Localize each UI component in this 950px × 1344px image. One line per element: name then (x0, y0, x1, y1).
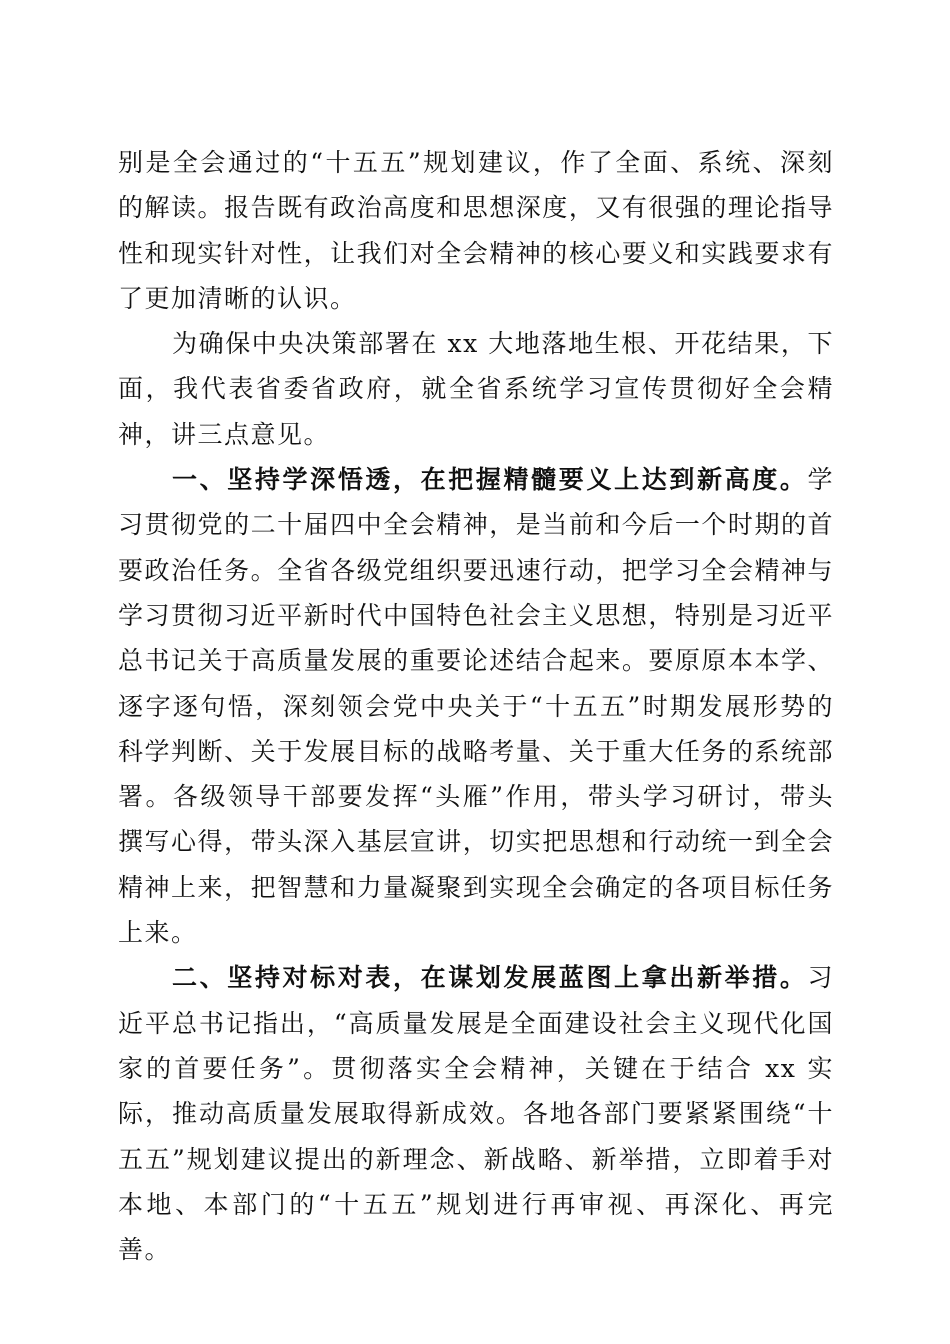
paragraph-text: 学习贯彻党的二十届四中全会精神，是当前和今后一个时期的首要政治任务。全省各级党组织要迅速行动，把学习全会精神与学习贯彻习近平新时代中国特色社会主义思想，特别是习近平总书记关于高质量发展的重要论述结合起来。要原原本本学、逐字逐句悟，深刻领会党中央关于“十五五”时期发展形势的科学判断、关于发展目标的战略考量、关于重大任务的系统部署。各级领导干部要发挥“头雁”作用，带头学习研讨，带头撰写心得，带头深入基层宣讲，切实把思想和行动统一到全会精神上来，把智慧和力量凝聚到实现全会确定的各项目标任务上来。 (118, 465, 834, 948)
section-heading: 一、坚持学深悟透，在把握精髓要义上达到新高度。 (172, 465, 808, 495)
paragraph-text: 习近平总书记指出，“高质量发展是全面建设社会主义现代化国家的首要任务”。贯彻落实全会精神，关键在于结合 xx 实际，推动高质量发展取得新成效。各地各部门要紧紧围绕“十五五”规划建议提出的新理念、新战略、新举措，立即着手对本地、本部门的“十五五”规划进行再审视、再深化、再完善。 (118, 963, 834, 1265)
section-heading: 二、坚持对标对表，在谋划发展蓝图上拿出新举措。 (172, 963, 808, 993)
document-page (118, 140, 834, 1272)
section-one-paragraph (118, 457, 834, 955)
opening-paragraph (118, 321, 834, 457)
paragraph-text: 别是全会通过的“十五五”规划建议，作了全面、系统、深刻的解读。报告既有政治高度和思想深度，又有很强的理论指导性和现实针对性，让我们对全会精神的核心要义和实践要求有了更加清晰的认识。 (118, 148, 834, 313)
continued-paragraph (118, 140, 834, 321)
paragraph-text: 为确保中央决策部署在 xx 大地落地生根、开花结果，下面，我代表省委省政府，就全省系统学习宣传贯彻好全会精神，讲三点意见。 (118, 329, 834, 449)
section-two-paragraph (118, 955, 834, 1272)
